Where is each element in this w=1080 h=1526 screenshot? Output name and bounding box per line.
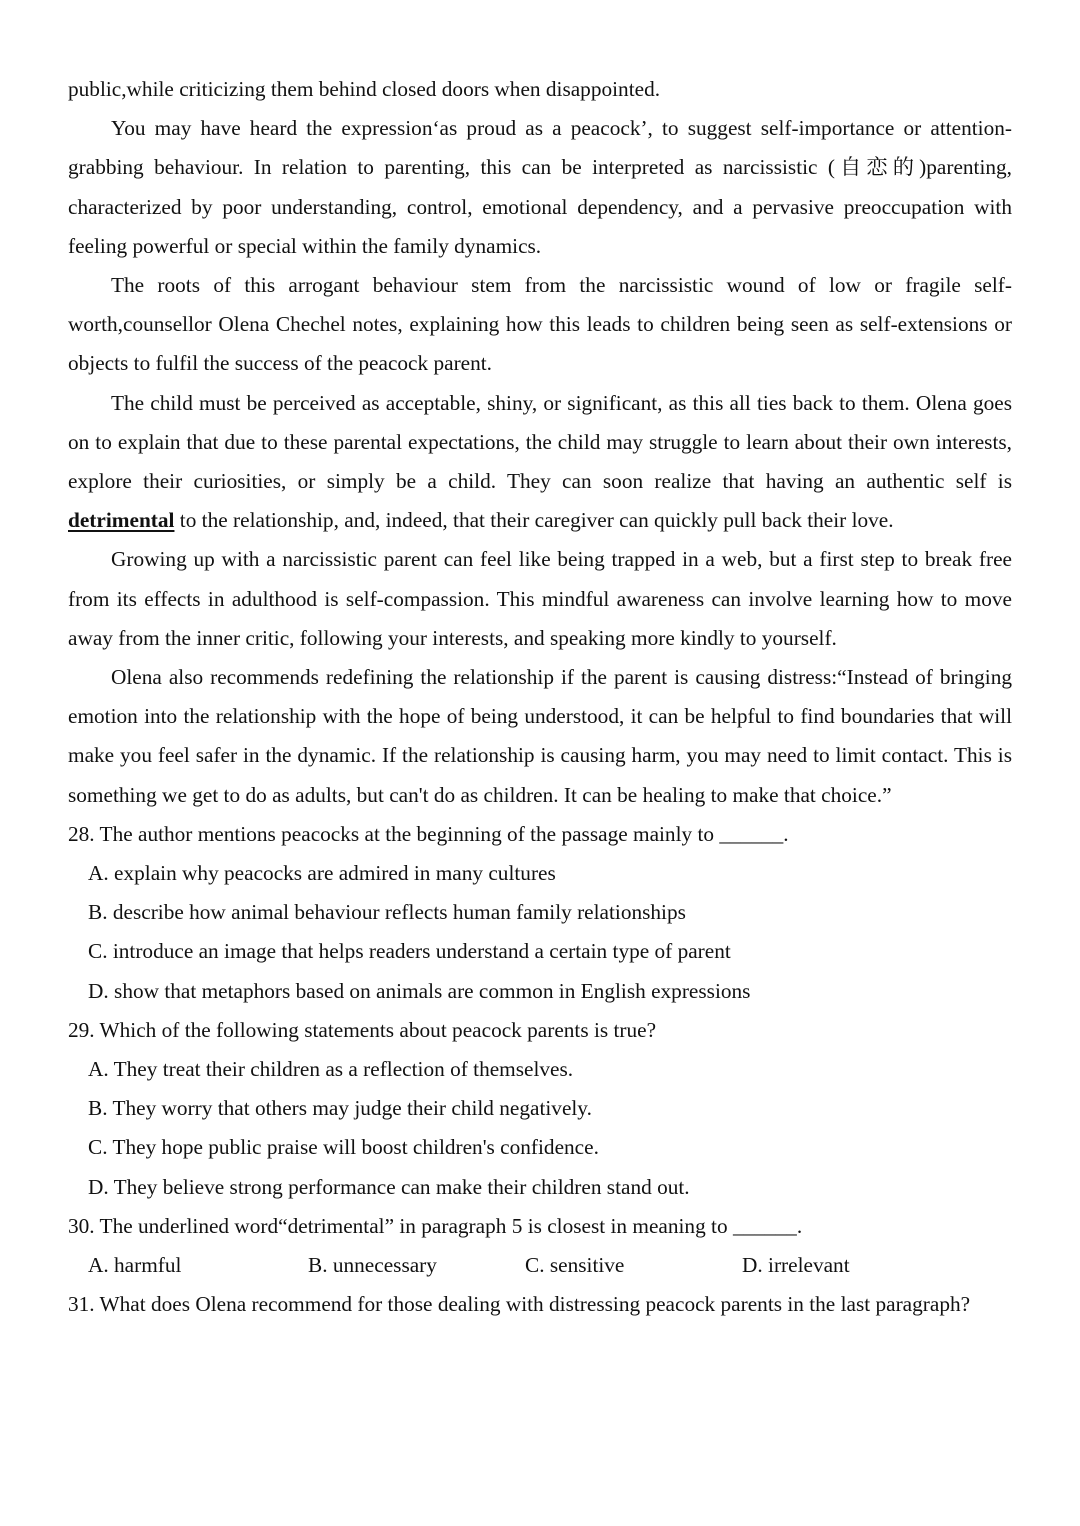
question-31-stem: 31. What does Olena recommend for those dealing with distressing peacock parents in the last paragraph? bbox=[68, 1292, 971, 1317]
question-29-option-b[interactable]: B. They worry that others may judge their child negatively. bbox=[88, 1096, 592, 1121]
question-29-stem: 29. Which of the following statements about peacock parents is true? bbox=[68, 1017, 657, 1042]
underlined-word-detrimental: detrimental bbox=[68, 508, 175, 533]
question-30-option-a[interactable]: A. harmful bbox=[88, 1253, 182, 1278]
question-28-option-a[interactable]: A. explain why peacocks are admired in many cultures bbox=[88, 861, 556, 886]
question-30-options bbox=[68, 1246, 1012, 1285]
question-30-option-c[interactable]: C. sensitive bbox=[525, 1253, 625, 1278]
paragraph-self-compassion: Growing up with a narcissistic parent can feel like being trapped in a web, but a first step to break free from its effects in adulthood is self-compassion. This mindful awareness can involve learning how to move away from the inner critic, following your interests, and speaking more kindly to yourself. bbox=[68, 547, 1012, 650]
question-30-option-d[interactable]: D. irrelevant bbox=[742, 1253, 850, 1278]
question-30-stem: 30. The underlined word“detrimental” in paragraph 5 is closest in meaning to ______. bbox=[68, 1213, 803, 1238]
paragraph-continuation: public,while criticizing them behind closed doors when disappointed. bbox=[68, 77, 661, 101]
question-29-option-c[interactable]: C. They hope public praise will boost children's confidence. bbox=[88, 1135, 599, 1160]
paragraph-recommendation: Olena also recommends redefining the relationship if the parent is causing distress:“Instead of bringing emotion into the relationship with the hope of being understood, it can be helpful to find boundaries that will make you feel safer in the dynamic. If the relationship is causing harm, you may need to limit contact. This is something we get to do as adults, but can't do as children. It can be healing to make that choice.” bbox=[68, 665, 1012, 807]
paragraph-child-perception bbox=[68, 384, 1012, 541]
question-28-option-d[interactable]: D. show that metaphors based on animals are common in English expressions bbox=[88, 978, 751, 1003]
question-28-stem: 28. The author mentions peacocks at the beginning of the passage mainly to ______. bbox=[68, 821, 789, 846]
question-28-option-b[interactable]: B. describe how animal behaviour reflects human family relationships bbox=[88, 900, 686, 925]
question-29-option-a[interactable]: A. They treat their children as a reflection of themselves. bbox=[88, 1057, 574, 1082]
question-29-option-d[interactable]: D. They believe strong performance can make their children stand out. bbox=[88, 1174, 690, 1199]
paragraph-text-before: The child must be perceived as acceptable, shiny, or significant, as this all ties back to them. Olena goes on to explain that due to these parental expectations, the child may struggle to learn about their own interests, explore their curiosities, or simply be a child. They can soon realize that having an authentic self is bbox=[68, 390, 1012, 494]
paragraph-roots: The roots of this arrogant behaviour stem from the narcissistic wound of low or fragile self-worth,counsellor Olena Chechel notes, explaining how this leads to children being seen as self-extensions or objects to fulfil the success of the peacock parent. bbox=[68, 273, 1012, 376]
question-30-option-b[interactable]: B. unnecessary bbox=[308, 1253, 437, 1278]
question-28-option-c[interactable]: C. introduce an image that helps readers understand a certain type of parent bbox=[88, 939, 731, 964]
paragraph-text-after: to the relationship, and, indeed, that their caregiver can quickly pull back their love. bbox=[174, 508, 894, 533]
paragraph-peacock-expression: You may have heard the expression‘as proud as a peacock’, to suggest self-importance or attention-grabbing behaviour. In relation to parenting, this can be interpreted as narcissistic (自恋的)parenting, characterized by poor understanding, control, emotional dependency, and a pervasive preoccupation with feeling powerful or special within the family dynamics. bbox=[68, 116, 1012, 258]
reading-passage bbox=[68, 70, 1012, 1324]
